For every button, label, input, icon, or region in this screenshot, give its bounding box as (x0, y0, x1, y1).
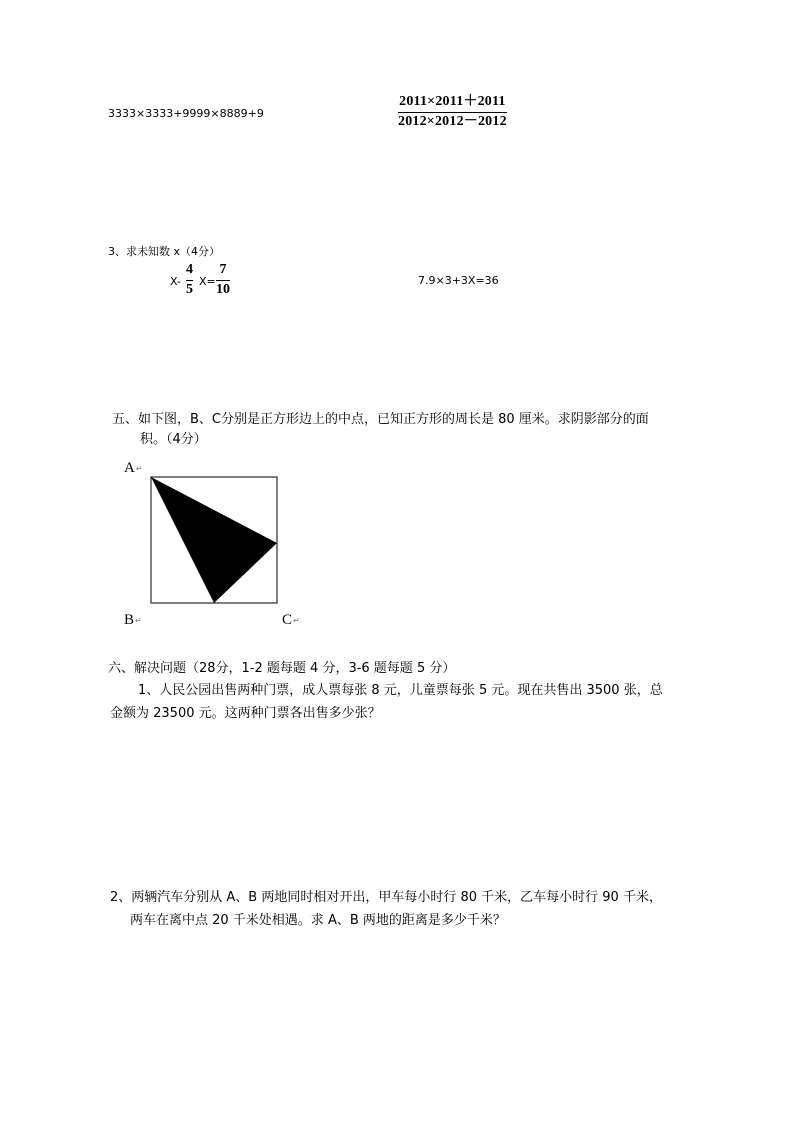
label-a-text: A (124, 460, 135, 476)
equation-1-left: X- (170, 275, 181, 288)
return-mark-icon: ↵ (135, 616, 142, 625)
question-2-line2: 两车在离中点 20 千米处相遇。求 A、B 两地的距离是多少千米？ (130, 913, 506, 928)
fraction-denominator: 10 (216, 281, 230, 297)
equation-1-fraction-2 (216, 263, 230, 297)
question-2-line1: 2、两辆汽车分别从 A、B 两地同时相对开出，甲车每小时行 80 千米，乙车每小时行 90 千米， (110, 890, 662, 905)
label-b-text: B (124, 612, 135, 628)
unknown-heading: 3、求未知数 x（4分） (108, 245, 221, 258)
calc-fraction-expression-2 (398, 95, 507, 129)
fraction-denominator: 5 (186, 281, 193, 297)
fraction-bar (398, 112, 507, 113)
fraction-bar (216, 280, 230, 281)
square-figure (140, 466, 290, 616)
section6-heading: 六、解决问题（28分，1-2 题每题 4 分，3-6 题每题 5 分） (108, 661, 456, 676)
section5-line1: 五、如下图，B、C分别是正方形边上的中点，已知正方形的周长是 80 厘米。求阴影部分的面 (112, 412, 649, 427)
label-c-text: C (282, 612, 293, 628)
question-1-line1: 1、人民公园出售两种门票，成人票每张 8 元，儿童票每张 5 元。现在共售出 3500 张，总 (138, 683, 663, 698)
question-1-line2: 金额为 23500 元。这两种门票各出售多少张？ (110, 706, 381, 721)
label-b (124, 612, 142, 629)
calc-expression-1: 3333×3333+9999×8889+9 (108, 107, 264, 120)
return-mark-icon: ↵ (135, 464, 143, 473)
section5-line2: 积。（4分） (140, 432, 207, 447)
shaded-triangle (151, 477, 277, 603)
fraction-numerator: 2011×2011＋2011 (399, 94, 506, 109)
fraction-numerator: 7 (219, 262, 227, 277)
return-mark-icon: ↵ (293, 616, 300, 625)
fraction-numerator: 4 (186, 262, 193, 277)
equation-2: 7.9×3+3X=36 (418, 274, 499, 287)
equation-1-fraction-1 (186, 263, 193, 297)
label-c (282, 612, 300, 629)
fraction-denominator: 2012×2012－2012 (398, 113, 507, 129)
equation-1-mid: X= (199, 275, 216, 288)
fraction-bar (186, 280, 193, 281)
